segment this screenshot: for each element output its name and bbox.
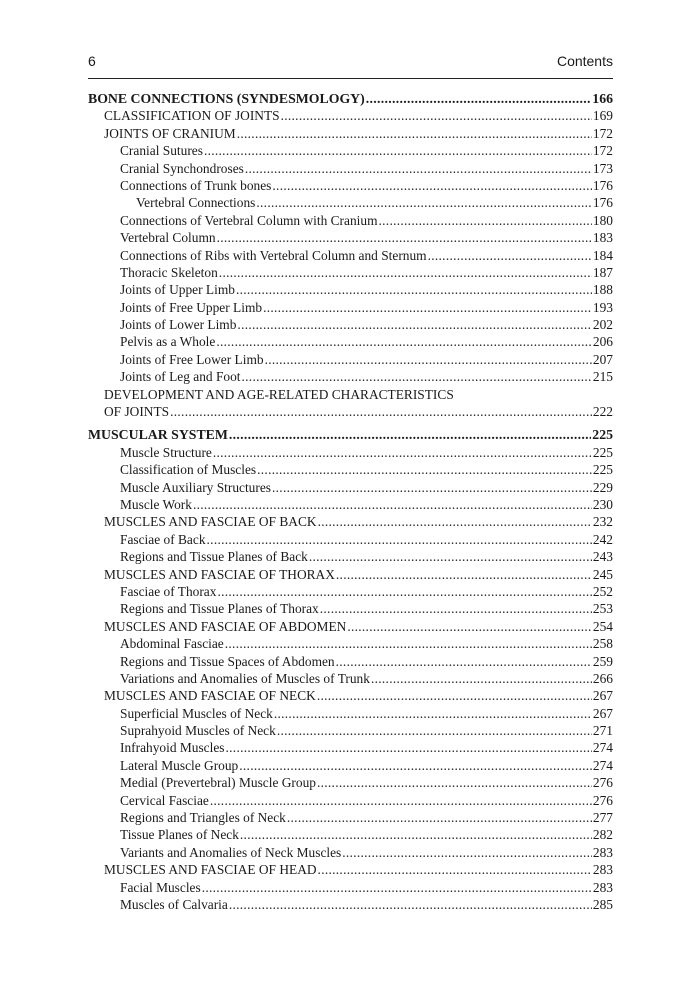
toc-entry — [88, 635, 613, 652]
page-number: 6 — [88, 53, 96, 69]
toc-entry — [88, 896, 613, 913]
toc-entry — [88, 125, 613, 142]
toc-entry-page: 267 — [592, 688, 613, 704]
toc-entry-title: Joints of Upper Limb — [120, 282, 235, 298]
dot-leader — [210, 792, 592, 809]
toc-entry-page: 285 — [592, 896, 613, 912]
toc-entry-page: 172 — [592, 143, 613, 159]
toc-entry-page: 258 — [592, 636, 613, 652]
toc-entry-page: 206 — [592, 334, 613, 350]
toc-entry — [88, 757, 613, 774]
toc-entry — [88, 600, 613, 617]
dot-leader — [347, 618, 592, 635]
dot-leader — [287, 809, 592, 826]
toc-entry-title: CLASSIFICATION OF JOINTS — [104, 108, 280, 124]
dot-leader — [379, 212, 592, 229]
dot-leader — [272, 177, 592, 194]
toc-entry — [88, 566, 613, 583]
toc-entry-page: 276 — [592, 775, 613, 791]
toc-entry — [88, 844, 613, 861]
toc-entry — [88, 879, 613, 896]
toc-entry — [88, 496, 613, 513]
toc-entry — [88, 212, 613, 229]
page-header — [88, 53, 613, 75]
dot-leader — [202, 879, 592, 896]
toc-entry — [88, 444, 613, 461]
toc-entry-page: 283 — [592, 844, 613, 860]
toc-entry-title: Pelvis as a Whole — [120, 334, 216, 350]
dot-leader — [226, 739, 592, 756]
dot-leader — [342, 844, 592, 861]
toc-entry-title: Connections of Vertebral Column with Cranium — [120, 212, 378, 228]
toc-entry — [88, 264, 613, 281]
toc-entry — [88, 160, 613, 177]
toc-entry-page: 225 — [592, 444, 613, 460]
toc-section-title — [88, 90, 613, 107]
toc-entry-page: 225 — [592, 427, 613, 443]
toc-entry-page: 271 — [592, 723, 613, 739]
dot-leader — [318, 861, 592, 878]
toc-entry-page: 276 — [592, 792, 613, 808]
dot-leader — [371, 670, 592, 687]
toc-entry-page: 266 — [592, 670, 613, 686]
table-of-contents — [88, 90, 613, 913]
dot-leader — [256, 194, 592, 211]
toc-entry — [88, 687, 613, 704]
toc-entry-page: 242 — [592, 531, 613, 547]
toc-entry-page: 222 — [592, 404, 613, 420]
toc-entry — [88, 826, 613, 843]
dot-leader — [245, 160, 592, 177]
dot-leader — [204, 142, 592, 159]
dot-leader — [242, 368, 592, 385]
toc-entry-page: 229 — [592, 479, 613, 495]
toc-section-list — [88, 444, 613, 914]
toc-entry — [88, 670, 613, 687]
toc-entry-title: Regions and Tissue Spaces of Abdomen — [120, 653, 335, 669]
toc-entry — [88, 247, 613, 264]
toc-entry — [88, 705, 613, 722]
toc-entry — [88, 107, 613, 124]
toc-entry-title: MUSCLES AND FASCIAE OF NECK — [104, 688, 316, 704]
dot-leader — [217, 229, 592, 246]
toc-entry-page: 277 — [592, 810, 613, 826]
toc-entry-page: 225 — [592, 462, 613, 478]
running-title: Contents — [556, 53, 613, 69]
toc-entry-page: 253 — [592, 601, 613, 617]
toc-entry — [88, 281, 613, 298]
toc-entry-page: 245 — [592, 566, 613, 582]
toc-entry-page: 230 — [592, 496, 613, 512]
toc-entry — [88, 548, 613, 565]
toc-entry-page: 183 — [592, 230, 613, 246]
toc-entry-title: Joints of Free Lower Limb — [120, 351, 264, 367]
dot-leader — [281, 107, 592, 124]
toc-entry-title: Variations and Anomalies of Muscles of Trunk — [120, 670, 370, 686]
toc-entry-title: Joints of Lower Limb — [120, 317, 237, 333]
toc-entry-page: 254 — [592, 618, 613, 634]
toc-entry-title: Muscle Auxiliary Structures — [120, 479, 271, 495]
toc-entry-page: 166 — [592, 91, 613, 106]
dot-leader — [336, 653, 592, 670]
dot-leader — [274, 705, 592, 722]
toc-entry-title: Connections of Ribs with Vertebral Column and Sternum — [120, 247, 427, 263]
toc-entry-title: Lateral Muscle Group — [120, 757, 239, 773]
toc-entry-title: MUSCLES AND FASCIAE OF HEAD — [104, 862, 317, 878]
toc-entry-title: Cranial Synchondroses — [120, 160, 244, 176]
dot-leader — [216, 333, 592, 350]
toc-entry — [88, 722, 613, 739]
toc-entry-title: Cervical Fasciae — [120, 792, 209, 808]
toc-entry — [88, 299, 613, 316]
toc-entry-title: Fasciae of Thorax — [120, 583, 217, 599]
toc-entry — [88, 461, 613, 478]
toc-entry-title: Variants and Anomalies of Neck Muscles — [120, 844, 342, 860]
toc-entry-title: Muscle Work — [120, 496, 192, 512]
toc-entry-title: Infrahyoid Muscles — [120, 740, 225, 756]
dot-leader — [217, 583, 591, 600]
toc-entry-title: Medial (Prevertebral) Muscle Group — [120, 775, 316, 791]
toc-entry — [88, 333, 613, 350]
toc-entry-title: Vertebral Column — [120, 230, 216, 246]
toc-entry-title: Vertebral Connections — [136, 195, 256, 211]
dot-leader — [309, 548, 592, 565]
toc-entry-title: Tissue Planes of Neck — [120, 827, 239, 843]
dot-leader — [265, 351, 592, 368]
dot-leader — [317, 774, 592, 791]
toc-entry-page: 215 — [592, 369, 613, 385]
toc-entry-page: 274 — [592, 757, 613, 773]
toc-section-title — [88, 426, 613, 443]
toc-entry — [88, 653, 613, 670]
toc-entry-title: Regions and Tissue Planes of Back — [120, 549, 308, 565]
toc-entry-title: BONE CONNECTIONS (SYNDESMOLOGY) — [88, 91, 365, 106]
dot-leader — [236, 281, 592, 298]
toc-entry-page: 176 — [592, 177, 613, 193]
toc-entry-title: MUSCLES AND FASCIAE OF BACK — [104, 514, 317, 530]
dot-leader — [317, 687, 592, 704]
dot-leader — [263, 299, 592, 316]
dot-leader — [366, 90, 592, 107]
toc-entry — [88, 809, 613, 826]
toc-entry-page: 176 — [592, 195, 613, 211]
toc-entry-page: 207 — [592, 351, 613, 367]
dot-leader — [213, 444, 592, 461]
toc-entry-page: 259 — [592, 653, 613, 669]
toc-entry-page: 187 — [592, 264, 613, 280]
toc-entry — [88, 531, 613, 548]
toc-entry-title: Regions and Triangles of Neck — [120, 810, 286, 826]
toc-entry-title: DEVELOPMENT AND AGE-RELATED CHARACTERISTICS — [104, 386, 454, 402]
toc-entry-title: Muscle Structure — [120, 444, 212, 460]
toc-entry-title: Connections of Trunk bones — [120, 177, 272, 193]
dot-leader — [170, 403, 592, 420]
toc-entry — [88, 479, 613, 496]
dot-leader — [318, 513, 592, 530]
toc-entry-title: Suprahyoid Muscles of Neck — [120, 723, 276, 739]
toc-entry-page: 193 — [592, 299, 613, 315]
toc-entry — [88, 792, 613, 809]
dot-leader — [428, 247, 592, 264]
dot-leader — [225, 635, 592, 652]
toc-entry-title: Superficial Muscles of Neck — [120, 705, 273, 721]
toc-entry — [88, 739, 613, 756]
toc-entry-page: 274 — [592, 740, 613, 756]
toc-entry-title: Joints of Leg and Foot — [120, 369, 241, 385]
toc-entry — [88, 618, 613, 635]
toc-entry — [88, 177, 613, 194]
toc-entry-title: MUSCULAR SYSTEM — [88, 427, 228, 443]
toc-entry — [88, 403, 613, 420]
dot-leader — [229, 426, 591, 443]
toc-entry — [88, 351, 613, 368]
toc-entry — [88, 774, 613, 791]
toc-entry-title: Abdominal Fasciae — [120, 636, 224, 652]
toc-entry-page: 188 — [592, 282, 613, 298]
dot-leader — [193, 496, 592, 513]
dot-leader — [277, 722, 592, 739]
dot-leader — [229, 896, 592, 913]
toc-entry-page: 252 — [592, 583, 613, 599]
toc-entry-page: 243 — [592, 549, 613, 565]
toc-entry-page: 184 — [592, 247, 613, 263]
dot-leader — [240, 826, 592, 843]
dot-leader — [237, 316, 591, 333]
header-rule — [88, 78, 613, 79]
toc-entry — [88, 583, 613, 600]
toc-entry-title: Muscles of Calvaria — [120, 896, 228, 912]
toc-entry-page: 283 — [592, 879, 613, 895]
toc-section-list — [88, 107, 613, 385]
dot-leader — [237, 125, 592, 142]
toc-entry — [88, 861, 613, 878]
toc-entry-page: 267 — [592, 705, 613, 721]
toc-entry-page: 172 — [592, 125, 613, 141]
toc-entry-title: Classification of Muscles — [120, 462, 257, 478]
toc-entry — [88, 513, 613, 530]
dot-leader — [219, 264, 592, 281]
toc-entry-title: Joints of Free Upper Limb — [120, 299, 263, 315]
toc-entry-title: JOINTS OF CRANIUM — [104, 125, 236, 141]
dot-leader — [272, 479, 592, 496]
toc-entry-title: MUSCLES AND FASCIAE OF ABDOMEN — [104, 618, 347, 634]
toc-entry — [88, 229, 613, 246]
toc-entry — [88, 368, 613, 385]
dot-leader — [239, 757, 592, 774]
toc-entry-title: Cranial Sutures — [120, 143, 203, 159]
dot-leader — [336, 566, 592, 583]
toc-entry-page: 202 — [592, 317, 613, 333]
toc-entry-title: OF JOINTS — [104, 404, 170, 420]
toc-entry-title: Thoracic Skeleton — [120, 264, 218, 280]
toc-entry-page: 173 — [592, 160, 613, 176]
toc-entry — [88, 194, 613, 211]
toc-entry-title: Regions and Tissue Planes of Thorax — [120, 601, 319, 617]
toc-entry-title: Facial Muscles — [120, 879, 201, 895]
toc-entry-page: 282 — [592, 827, 613, 843]
toc-entry — [88, 316, 613, 333]
dot-leader — [207, 531, 592, 548]
toc-entry-page: 283 — [592, 862, 613, 878]
dot-leader — [257, 461, 592, 478]
toc-entry-page: 180 — [592, 212, 613, 228]
toc-entry-page: 169 — [592, 108, 613, 124]
toc-entry-page: 232 — [592, 514, 613, 530]
dot-leader — [320, 600, 592, 617]
toc-entry-title: MUSCLES AND FASCIAE OF THORAX — [104, 566, 335, 582]
toc-entry-title: Fasciae of Back — [120, 531, 206, 547]
toc-entry — [88, 142, 613, 159]
